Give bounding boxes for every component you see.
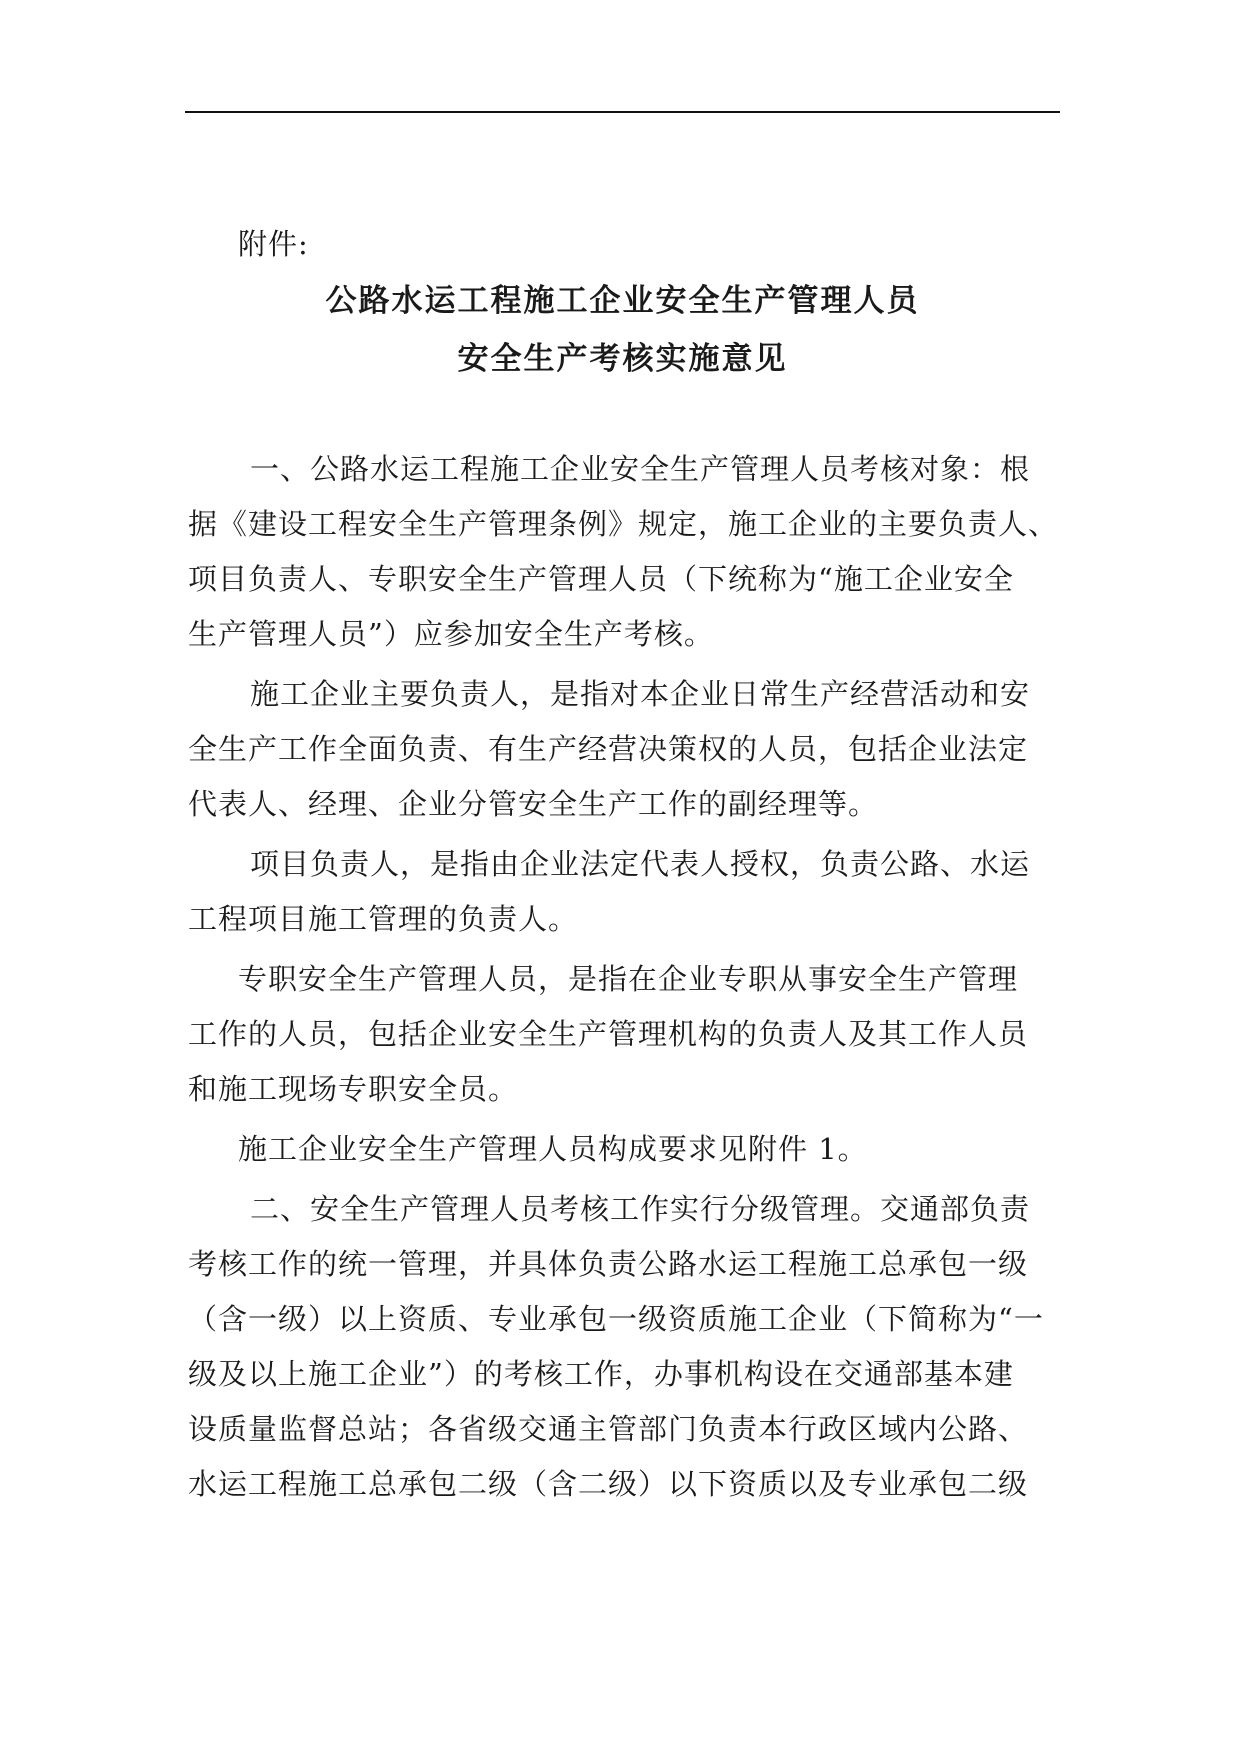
document-title-line-2: 安全生产考核实施意见 [457, 341, 788, 377]
body-line: 专职安全生产管理人员，是指在企业专职从事安全生产管理 [238, 962, 1019, 996]
body-line: 级及以上施工企业”）的考核工作，办事机构设在交通部基本建 [188, 1357, 1014, 1391]
body-line: 据《建设工程安全生产管理条例》规定，施工企业的主要负责人、 [188, 507, 1059, 541]
body-line: 工作的人员，包括企业安全生产管理机构的负责人及其工作人员 [188, 1017, 1029, 1051]
body-line: 二、安全生产管理人员考核工作实行分级管理。交通部负责 [250, 1192, 1031, 1226]
body-line: 项目负责人，是指由企业法定代表人授权，负责公路、水运 [250, 847, 1031, 881]
body-line: 工程项目施工管理的负责人。 [188, 902, 579, 936]
body-line: 全生产工作全面负责、有生产经营决策权的人员，包括企业法定 [188, 732, 1029, 766]
body-line: （含一级）以上资质、专业承包一级资质施工企业（下简称为“一 [188, 1302, 1044, 1336]
body-line: 设质量监督总站；各省级交通主管部门负责本行政区域内公路、 [188, 1412, 1029, 1446]
document-title-line-1: 公路水运工程施工企业安全生产管理人员 [325, 283, 920, 319]
body-line: 和施工现场专职安全员。 [188, 1072, 519, 1106]
annex-label: 附件: [238, 227, 309, 261]
body-line: 生产管理人员”）应参加安全生产考核。 [188, 617, 714, 651]
body-line: 代表人、经理、企业分管安全生产工作的副经理等。 [188, 787, 879, 821]
body-line: 施工企业主要负责人，是指对本企业日常生产经营活动和安 [250, 677, 1031, 711]
header-rule [185, 111, 1060, 113]
body-line: 一、公路水运工程施工企业安全生产管理人员考核对象：根 [250, 452, 1031, 486]
body-line: 水运工程施工总承包二级（含二级）以下资质以及专业承包二级 [188, 1467, 1029, 1501]
body-line: 考核工作的统一管理，并具体负责公路水运工程施工总承包一级 [188, 1247, 1029, 1281]
body-line: 施工企业安全生产管理人员构成要求见附件 1。 [238, 1132, 868, 1166]
body-line: 项目负责人、专职安全生产管理人员（下统称为“施工企业安全 [188, 562, 1014, 596]
